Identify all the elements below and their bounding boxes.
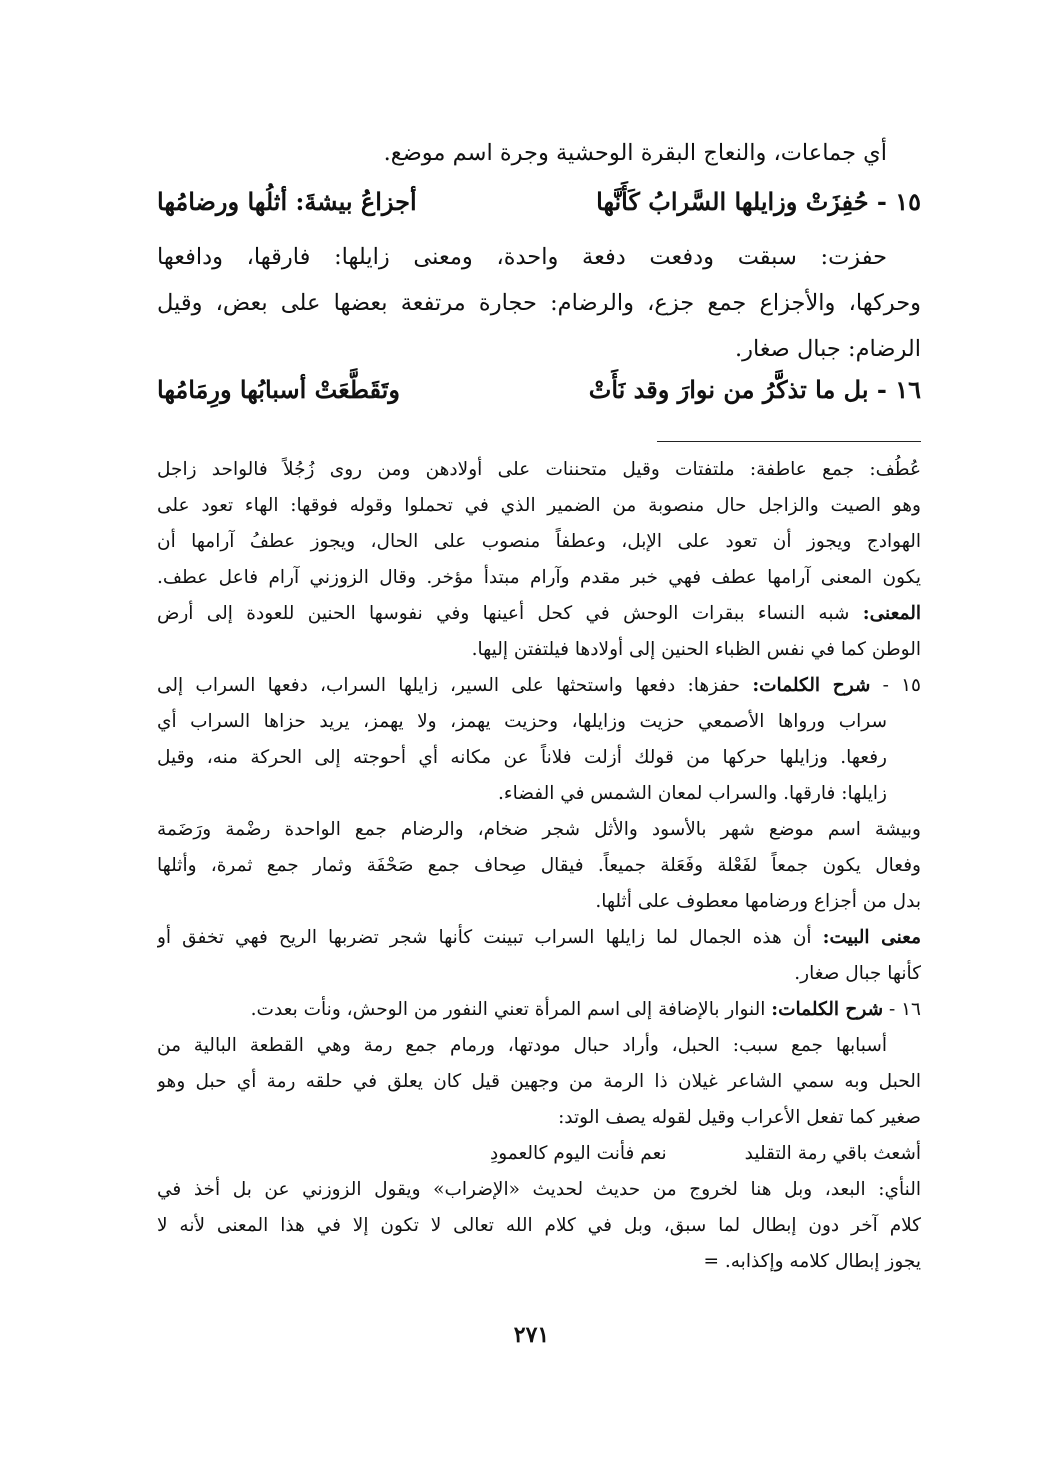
sharh15-first: حفزها: دفعها واستحثها على السير، زايلها السراب، دفعها السراب إلى (157, 675, 741, 696)
poem-first-hemistich: أشعث باقي رمة التقليد (744, 1143, 921, 1164)
footnote-atf-line-4: يكون المعنى آرامها عطف فهي خبر مقدم وآرام مبتدأ مؤخر. وقال الزوزني آرام فاعل عطف. (157, 567, 921, 588)
sharh16-number: ١٦ - (888, 999, 921, 1020)
verse-16-first-hemistich: بل ما تذكَّرُ من نوارَ وقد نَأَتْ (588, 375, 869, 404)
footnotes (157, 452, 921, 1280)
verse-15-first (596, 180, 921, 224)
footnote-sharh16-line-4: صغير كما تفعل الأعراب وقيل لقوله يصف الوتد: (558, 1107, 921, 1128)
bayt15-label: معنى البيت: (822, 927, 921, 948)
footnote-after-line-2: كلام آخر دون إبطال لما سبق، وبل في كلام الله تعالى لا تكون إلا في هذا المعنى لأنه لا (157, 1215, 921, 1236)
footnote-sharh16-line-1 (157, 992, 921, 1028)
footnote-meaning-line-1 (157, 596, 921, 632)
explanation-15-line-3: الرضام: جبال صغار. (734, 336, 921, 362)
footnote-bayt15-line-1 (157, 920, 921, 956)
footnote-after-line-3: يجوز إبطال كلامه وإكذابه. = (703, 1251, 921, 1272)
footnote-sharh16-line-3: الحبل وبه سمي الشاعر غيلان ذا الرمة من وجهين قيل كان يعلق في حلقه رمة أي حبل وهو (157, 1071, 921, 1092)
main-line-1: أي جماعات، والنعاج البقرة الوحشية وجرة اسم موضع. (383, 140, 887, 166)
meaning-text-1: شبه النساء ببقرات الوحش في كحل أعينها وفي نفوسها الحنين للعودة إلى أرض (157, 603, 850, 624)
verse-15-second-hemistich: أجزاعُ بيشةَ: أثلُها ورضامُها (157, 187, 417, 216)
poem-second-hemistich: نعم فأنت اليوم كالعمودِ (489, 1143, 667, 1164)
footnote-bayt15-line-2: كأنها جبال صغار. (794, 963, 921, 984)
verse-16-second-hemistich: وتَقَطَّعَتْ أسبابُها ورِمَامُها (157, 375, 400, 404)
verse-15-number: ١٥ - (876, 187, 921, 216)
footnote-divider (657, 441, 921, 442)
verse-15-first-hemistich: حُفِزَتْ وزايلها السَّرابُ كَأَنَّها (596, 187, 869, 216)
verse-16 (157, 368, 921, 412)
verse-15 (157, 180, 921, 224)
footnote-sharh15-line-2: سراب ورواها الأصمعي حزيت وزايلها، وحزيت يهمز، ولا يهمز، يريد حزاها السراب أي (157, 711, 887, 732)
verse-16-first (589, 368, 921, 412)
sharh16-first: النوار بالإضافة إلى اسم المرأة تعني النفور من الوحش، ونأت بعدت. (250, 999, 766, 1020)
footnote-after-line-1: النأي: البعد، وبل هنا لخروج من حديث لحديث «الإضراب» ويقول الزوزني عن بل أخذ في (157, 1179, 921, 1200)
footnote-sharh15-line-1 (157, 668, 921, 704)
footnote-sharh15-line-3: رفعها. وزايلها حركها من قولك أزلت فلاناً عن مكانه أي أحوجته إلى الحركة منه، وقيل (157, 747, 887, 768)
page-number: ٢٧١ (513, 1322, 550, 1348)
main-text (157, 132, 921, 174)
footnote-sharh15-line-4: زايلها: فارقها. والسراب لمعان الشمس في الفضاء. (497, 783, 887, 804)
footnote-sharh15-line-6: وفعال يكون جمعاً لفَعْلة وفَعَلة جميعاً. فيقال صِحاف جمع صَحْفَة وثمار جمع ثمرة، وأثلها (157, 855, 921, 876)
explanation-15 (157, 234, 921, 372)
meaning-label: المعنى: (862, 603, 921, 624)
sharh16-label: شرح الكلمات: (771, 999, 884, 1020)
footnote-sharh16-line-2: أسبابها جمع سبب: الحبل، وأراد حبال مودتها، ورمام جمع رمة وهي القطعة البالية من (157, 1035, 887, 1056)
bayt15-first: أن هذه الجمال لما زايلها السراب تبينت كأنها شجر تضربها الريح فهي تخفق أو (157, 927, 812, 948)
sharh15-number: ١٥ - (882, 675, 921, 696)
explanation-15-line-1: حفزت: سبقت ودفعت دفعة واحدة، ومعنى زايلها: فارقها، ودافعها (157, 244, 887, 270)
footnote-meaning-line-2: الوطن كما في نفس الظباء الحنين إلى أولادها فيلتفتن إليها. (471, 639, 921, 660)
footnote-atf-line-3: الهوادج ويجوز أن تعود على الإبل، وعطفاً منصوب على الحال، ويجوز عطفُ آرامها أن (157, 531, 921, 552)
sharh15-label: شرح الكلمات: (752, 675, 871, 696)
explanation-15-line-2: وحركها، والأجزاع جمع جزع، والرضام: حجارة مرتفعة بعضها على بعض، وقيل (157, 290, 921, 316)
verse-16-number: ١٦ - (876, 375, 921, 404)
footnote-atf-line-1: عُطُف: جمع عاطفة: ملتفتات وقيل متحننات على أولادهن ومن روى زُجُلاً فالواحد زاجل (157, 459, 921, 480)
footnote-sharh15-line-5: وبيشة اسم موضع شهر بالأسود والأثل شجر ضخام، والرضام جمع الواحدة رضْمة ورَضَمة (157, 819, 921, 840)
footnote-poem-line (157, 1136, 921, 1172)
footnote-atf-line-2: وهو الصيت والزاجل حال منصوبة من الضمير الذي في تحملوا وقوله فوقها: الهاء تعود على (157, 495, 921, 516)
footnote-sharh15-line-7: بدل من أجزاع ورضامها معطوف على أثلها. (595, 891, 921, 912)
